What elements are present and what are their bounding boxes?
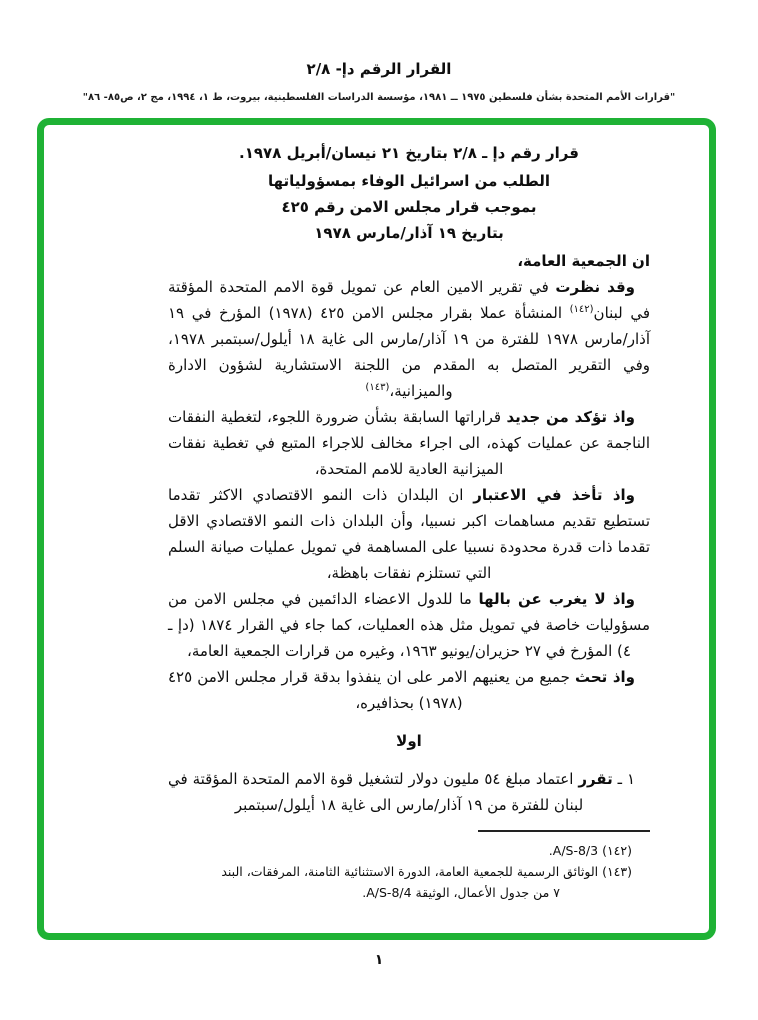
preamble-paragraphs bbox=[168, 274, 650, 716]
text-segment: واذ تحث bbox=[574, 668, 635, 686]
operative-paragraphs bbox=[168, 766, 650, 818]
text-segment: تقرر bbox=[578, 770, 613, 788]
resolution-heading-line: بموجب قرار مجلس الامن رقم ٤٢٥ bbox=[281, 198, 537, 216]
footnote-line: (١٤٣) الوثائق الرسمية للجمعية العامة، الدورة الاستثنائية الثامنة، المرفقات، البند bbox=[221, 864, 632, 879]
preamble-paragraph bbox=[168, 586, 650, 664]
section-heading: اولا bbox=[396, 732, 422, 750]
text-segment: قراراتها السابقة بشأن ضرورة اللجوء، لتغطية النفقات الناجمة عن عمليات كهذه، الى اجراء مخالف للاجراء المتبع في تغطية نفقات الميزانية العادية للامم المتحدة، bbox=[168, 408, 650, 478]
text-segment: واذ تأخذ في الاعتبار bbox=[473, 486, 636, 504]
text-segment: وقد نظرت bbox=[555, 278, 635, 296]
text-segment: واذ تؤكد من جديد bbox=[506, 408, 635, 426]
footnote-line: ٧ من جدول الأعمال، الوثيقة A/S-8/4. bbox=[362, 885, 560, 900]
operative-paragraph bbox=[168, 766, 650, 818]
text-segment: ما للدول الاعضاء الدائمين في مجلس الامن من مسؤوليات خاصة في تمويل مثل هذه العمليات، كما جاء في القرار ١٨٧٤ (دإ ـ ٤) المؤرخ في ٢٧ حزيران/يونيو ١٩٦٣، وغيره من قرارات الجمعية العامة، bbox=[168, 590, 650, 660]
footnote-line: (١٤٢) A/S-8/3. bbox=[548, 843, 632, 858]
preamble-paragraph bbox=[168, 664, 650, 716]
salutation: ان الجمعية العامة، bbox=[517, 252, 650, 270]
text-segment: ١ ـ bbox=[612, 770, 636, 788]
resolution-content bbox=[168, 140, 650, 903]
resolution-opening-line: قرار رقم دإ ـ ٢/٨ بتاريخ ٢١ نيسان/أبريل ١٩٧٨. bbox=[239, 144, 579, 162]
preamble-paragraph bbox=[168, 482, 650, 586]
footnote-divider bbox=[478, 830, 650, 832]
text-segment: واذ لا يغرب عن بالها bbox=[478, 590, 635, 608]
footnotes bbox=[168, 840, 632, 903]
resolution-heading-line: بتاريخ ١٩ آذار/مارس ١٩٧٨ bbox=[314, 224, 504, 242]
page-number: ١ bbox=[374, 952, 384, 968]
footnote-ref: (١٤٢) bbox=[569, 304, 594, 315]
preamble-paragraph bbox=[168, 274, 650, 404]
resolution-heading bbox=[168, 168, 650, 246]
page-title: القرار الرقم دإ- ٢/٨ bbox=[306, 60, 452, 78]
text-segment: ان البلدان ذات النمو الاقتصادي الاكثر تقدما تستطيع تقديم مساهمات اكبر نسبيا، وأن البلدان ذات النمو الاقتصادي الاقل تقدما ذات قدرة محدودة نسبيا على المساهمة في تمويل عمليات صيانة السلم التي تستلزم نفقات باهظة، bbox=[168, 486, 650, 582]
text-segment: في تقرير الامين العام عن تمويل قوة الامم المتحدة المؤقتة في لبنان bbox=[168, 278, 651, 322]
text-segment: المنشأة عملا بقرار مجلس الامن ٤٢٥ (١٩٧٨) المؤرخ في ١٩ آذار/مارس ١٩٧٨ للفترة من ١٩ آذار/مارس الى غاية ١٨ أيلول/سبتمبر ١٩٧٨، وفي التقرير المتصل به المقدم من اللجنة الاستشارية لشؤون الادارة والميزانية، bbox=[168, 304, 650, 400]
text-segment: جميع من يعنيهم الامر على ان ينفذوا بدقة قرار مجلس الامن ٤٢٥ (١٩٧٨) بحذافيره، bbox=[168, 668, 575, 712]
preamble-paragraph bbox=[168, 404, 650, 482]
text-segment: اعتماد مبلغ ٥٤ مليون دولار لتشغيل قوة الامم المتحدة المؤقتة في لبنان للفترة من ١٩ آذار/مارس الى غاية ١٨ أيلول/سبتمبر bbox=[168, 770, 584, 814]
footnote-ref: (١٤٣) bbox=[365, 382, 390, 393]
resolution-heading-line: الطلب من اسرائيل الوفاء بمسؤولياتها bbox=[267, 172, 551, 190]
source-citation: "قرارات الأمم المتحدة بشأن فلسطين ١٩٧٥ ــ ١٩٨١، مؤسسة الدراسات الفلسطينية، بيروت، ط ١، ١٩٩٤، مج ٢، ص٨٥- ٨٦" bbox=[82, 92, 676, 103]
